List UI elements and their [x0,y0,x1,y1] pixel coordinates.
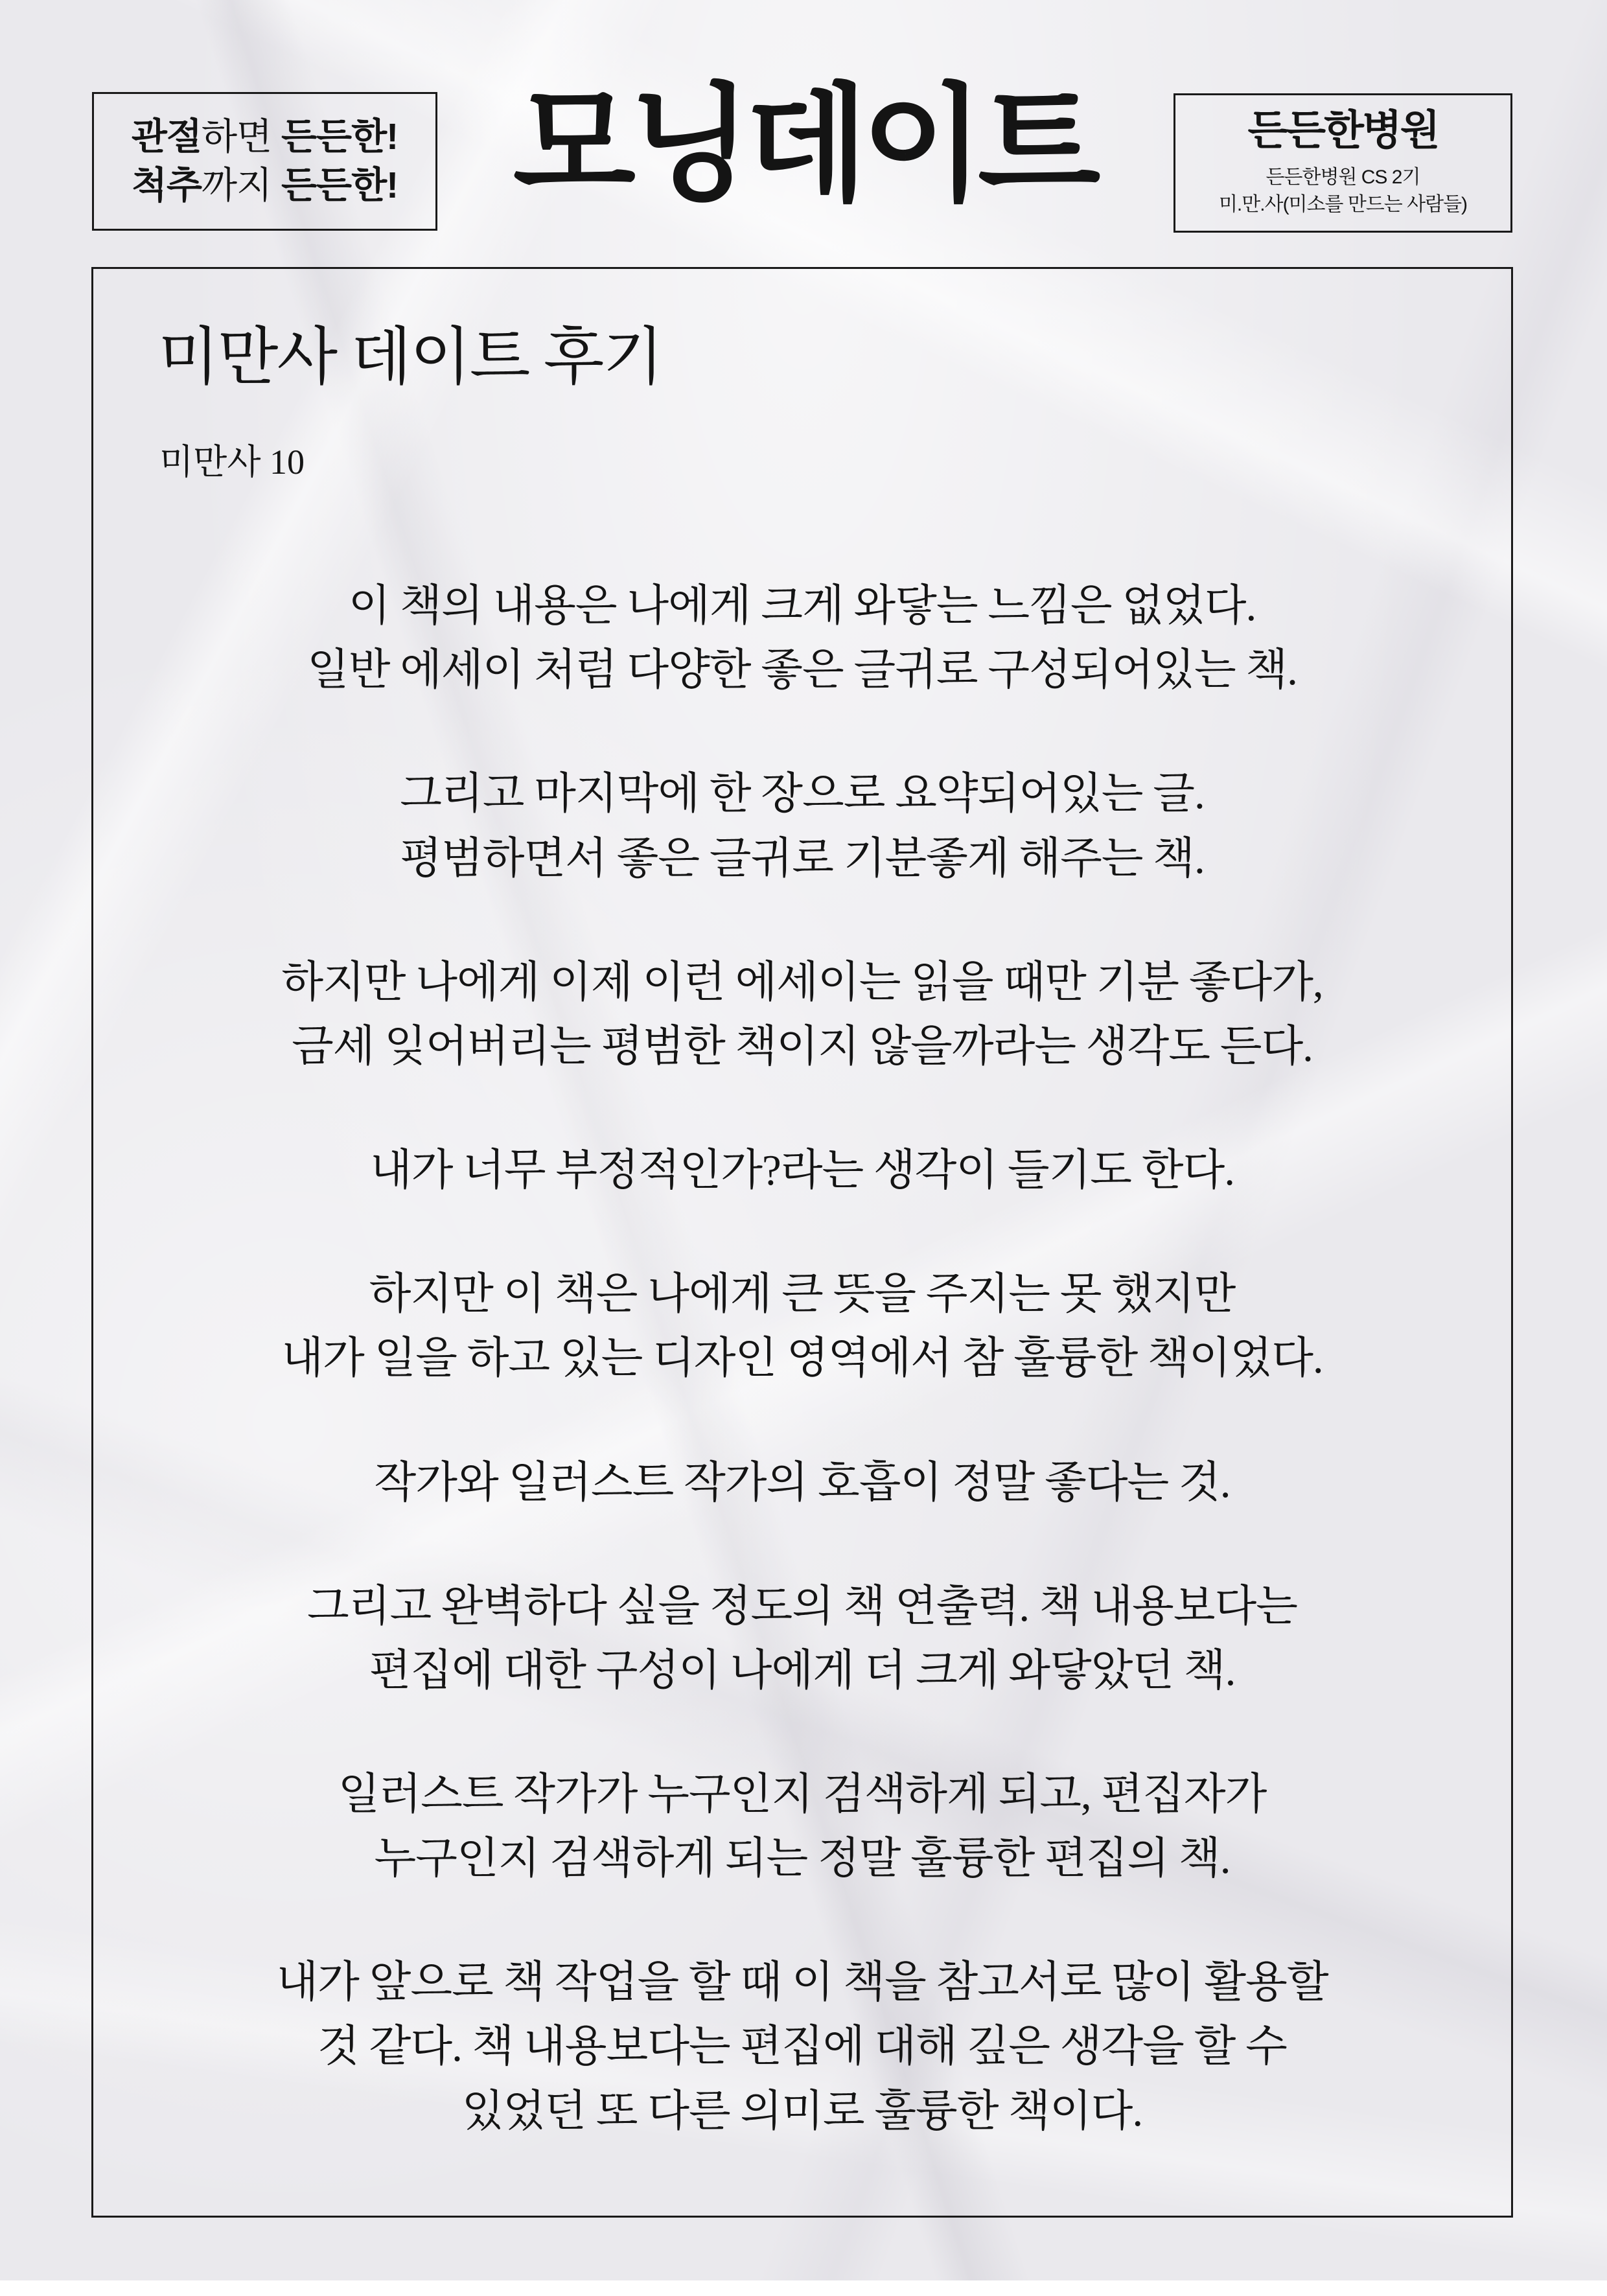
hospital-box [1173,93,1512,233]
paragraph [139,951,1466,1079]
paragraph-line: 내가 앞으로 책 작업을 할 때 이 책을 참고서로 많이 활용할 [276,1958,1328,2007]
paragraph [139,762,1466,890]
paragraph-line: 하지만 이 책은 나에게 큰 뜻을 주지는 못 했지만 [369,1270,1236,1319]
paragraph-line: 금세 잊어버리는 평범한 책이지 않을까라는 생각도 든다. [292,1022,1313,1071]
paragraph-line: 있었던 또 다른 의미로 훌륭한 책이다. [461,2087,1143,2135]
paragraph-line: 내가 일을 하고 있는 디자인 영역에서 참 훌륭한 책이었다. [281,1334,1323,1383]
paragraph-line: 하지만 나에게 이제 이런 에세이는 읽을 때만 기분 좋다가, [281,958,1323,1006]
paragraph [139,1139,1466,1203]
paragraph-line: 일반 에세이 처럼 다양한 좋은 글귀로 구성되어있는 책. [307,646,1297,695]
slogan-bold: 관절 [131,115,202,157]
paragraph-line: 평범하면서 좋은 글귀로 기분좋게 해주는 책. [400,834,1205,883]
slogan-bold: 든든한! [281,115,399,157]
masthead-title: 모닝데이트 [513,76,1094,216]
paragraph-line: 누구인지 검색하게 되는 정말 훌륭한 편집의 책. [374,1835,1231,1883]
paragraph-line: 일러스트 작가가 누구인지 검색하게 되고, 편집자가 [338,1770,1267,1818]
slogan-regular: 까지 [201,165,281,206]
review-body [93,574,1511,2144]
paragraph-line: 것 같다. 책 내용보다는 편집에 대해 깊은 생각을 할 수 [318,2023,1287,2071]
paragraph-line: 이 책의 내용은 나에게 크게 와닿는 느낌은 없었다. [348,582,1256,631]
review-sheet [91,267,1513,2218]
paragraph-line: 내가 너무 부정적인가?라는 생각이 들기도 한다. [370,1146,1234,1195]
paragraph [139,1262,1466,1391]
slogan-bold: 척추 [131,165,202,206]
hospital-subtitle-line2: 미.만.사(미소를 만드는 사람들) [1218,193,1468,215]
paragraph [139,1451,1466,1515]
hospital-subtitle-line1: 든든한병원 CS 2기 [1266,166,1420,188]
paragraph [139,574,1466,702]
slogan-bold: 든든한! [281,165,399,206]
hospital-subtitle [1219,164,1467,218]
paragraph [139,1575,1466,1703]
slogan-regular: 하면 [201,115,281,157]
paragraph [139,1763,1466,1891]
paragraph [139,1951,1466,2143]
paragraph-line: 그리고 마지막에 한 장으로 요약되어있는 글. [400,770,1205,818]
paragraph-line: 그리고 완벽하다 싶을 정도의 책 연출력. 책 내용보다는 [307,1582,1297,1630]
hospital-name: 든든한병원 [1247,107,1439,154]
paragraph-line: 편집에 대한 구성이 나에게 더 크게 와닿았던 책. [369,1646,1236,1695]
review-subtitle: 미만사 10 [159,442,305,481]
paragraph-line: 작가와 일러스트 작가의 호흡이 정말 좋다는 것. [374,1458,1231,1507]
review-title: 미만사 데이트 후기 [158,323,663,392]
